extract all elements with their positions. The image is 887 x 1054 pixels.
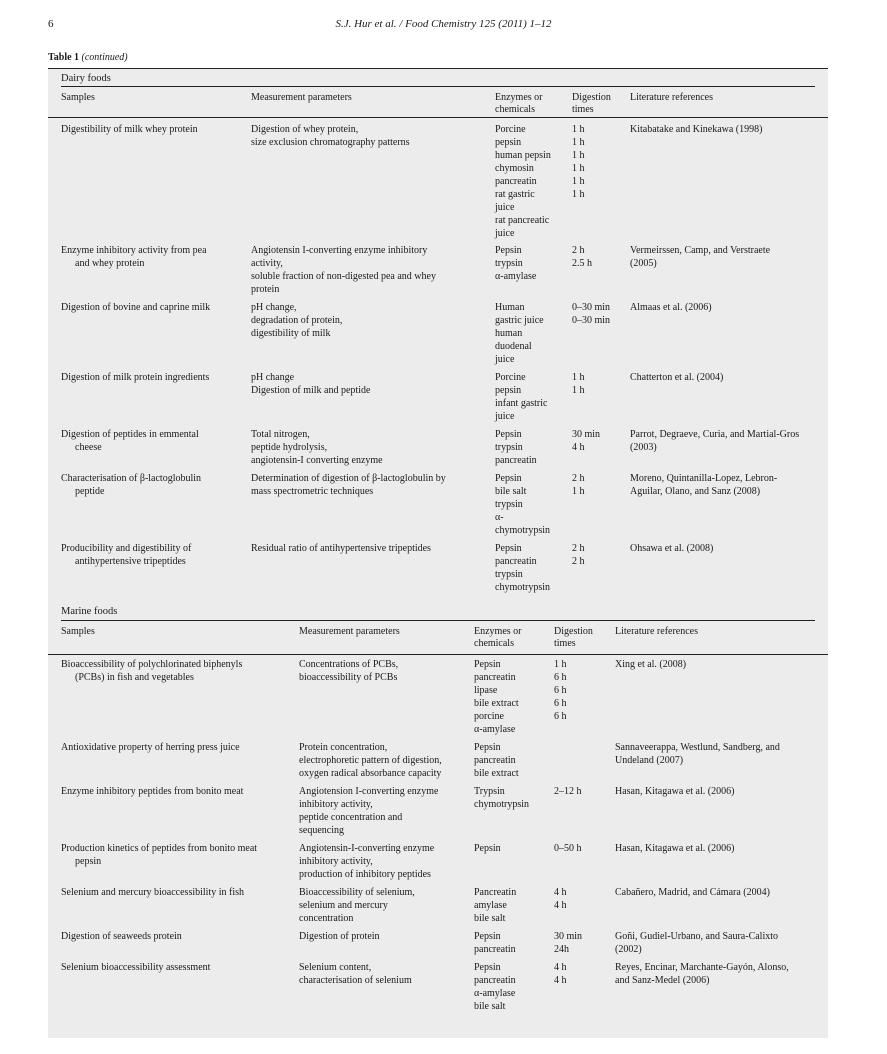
refs-cell	[615, 961, 815, 987]
cell-line: Digestion of seaweeds protein	[61, 931, 182, 942]
dairy-column-header: Literature references	[630, 92, 713, 103]
params-cell	[251, 371, 491, 397]
cell-line: Bioaccessibility of polychlorinated biphenyls	[61, 659, 243, 670]
sample-cell	[61, 472, 246, 498]
cell-line: Pepsin	[495, 429, 522, 440]
cell-line: bile extract	[474, 768, 519, 779]
cell-line: Bioaccessibility of selenium,	[299, 887, 415, 898]
cell-line: juice	[495, 411, 515, 422]
cell-line: pepsin	[495, 385, 522, 396]
enzymes-cell	[495, 123, 570, 240]
enzymes-cell	[495, 301, 570, 366]
enzymes-cell	[495, 371, 570, 423]
marine-header-top-rule	[61, 620, 815, 621]
times-cell	[554, 785, 612, 798]
cell-line: bile salt	[474, 913, 506, 924]
cell-line: angiotensin-I converting enzyme	[251, 455, 383, 466]
cell-line: juice	[495, 202, 515, 213]
cell-line: Pepsin	[474, 742, 501, 753]
times-cell	[554, 658, 612, 723]
cell-line: pepsin	[495, 137, 522, 148]
marine-header-bottom-rule	[48, 654, 828, 655]
cell-line: bioaccessibility of PCBs	[299, 672, 398, 683]
cell-line: Goñi, Gudiel-Urbano, and Saura-Calixto	[615, 931, 779, 942]
marine-section-title: Marine foods	[61, 606, 118, 617]
cell-line: Reyes, Encinar, Marchante-Gayón, Alonso,	[615, 962, 789, 973]
cell-line: 1 h	[554, 659, 567, 670]
cell-line: Pepsin	[495, 245, 522, 256]
cell-line: Digestion of protein	[299, 931, 380, 942]
marine-column-header: Literature references	[615, 626, 698, 637]
refs-cell	[615, 886, 815, 899]
cell-line: human	[495, 328, 523, 339]
cell-line: bile extract	[474, 698, 519, 709]
refs-cell	[615, 741, 815, 767]
cell-line: (2003)	[630, 442, 657, 453]
params-cell	[299, 842, 474, 881]
running-header: S.J. Hur et al. / Food Chemistry 125 (2011) 1–12	[335, 18, 552, 30]
cell-line: pancreatin	[474, 975, 516, 986]
sample-cell	[61, 886, 296, 899]
sample-cell	[61, 301, 246, 314]
table-caption	[48, 52, 128, 63]
cell-line: pepsin	[75, 856, 102, 867]
cell-line: pancreatin	[495, 176, 537, 187]
sample-cell	[61, 961, 296, 974]
cell-line: Antioxidative property of herring press juice	[61, 742, 240, 753]
enzymes-cell	[474, 961, 552, 1013]
cell-line: 1 h	[572, 163, 585, 174]
cell-line: Ohsawa et al. (2008)	[630, 543, 714, 554]
cell-line: Digestibility of milk whey protein	[61, 124, 198, 135]
cell-line: Sannaveerappa, Westlund, Sandberg, and	[615, 742, 780, 753]
refs-cell	[615, 930, 815, 956]
enzymes-cell	[474, 741, 552, 780]
cell-line: and Sanz-Medel (2006)	[615, 975, 710, 986]
cell-line: pancreatin	[474, 944, 516, 955]
enzymes-cell	[474, 886, 552, 925]
cell-line: mass spectrometric techniques	[251, 486, 374, 497]
cell-line: trypsin	[495, 569, 523, 580]
cell-line: digestibility of milk	[251, 328, 331, 339]
marine-column-header: Measurement parameters	[299, 626, 400, 637]
cell-line: (2002)	[615, 944, 642, 955]
dairy-column-header: Digestion times	[572, 92, 611, 115]
cell-line: Human	[495, 302, 525, 313]
cell-line: Almaas et al. (2006)	[630, 302, 712, 313]
cell-line: Trypsin	[474, 786, 505, 797]
refs-cell	[630, 301, 825, 314]
dairy-column-header: Samples	[61, 92, 95, 103]
cell-line: sequencing	[299, 825, 344, 836]
cell-line: Digestion of milk and peptide	[251, 385, 371, 396]
cell-line: degradation of protein,	[251, 315, 343, 326]
cell-line: and whey protein	[75, 258, 145, 269]
marine-column-header: Samples	[61, 626, 95, 637]
cell-line: Pepsin	[495, 543, 522, 554]
cell-line: Selenium and mercury bioaccessibility in fish	[61, 887, 245, 898]
cell-line: Selenium content,	[299, 962, 372, 973]
cell-line: Parrot, Degraeve, Curia, and Martial-Gros	[630, 429, 800, 440]
params-cell	[299, 785, 474, 837]
cell-line: Enzyme inhibitory activity from pea	[61, 245, 207, 256]
sample-cell	[61, 371, 246, 384]
cell-line: Angiotensin-I-converting enzyme	[299, 843, 435, 854]
cell-line: activity,	[251, 258, 283, 269]
cell-line: Determination of digestion of β-lactoglobulin by	[251, 473, 446, 484]
cell-line: concentration	[299, 913, 354, 924]
cell-line: inhibitory activity,	[299, 856, 373, 867]
times-cell	[572, 428, 627, 454]
enzymes-cell	[495, 542, 570, 594]
cell-line: α-	[495, 512, 504, 523]
refs-cell	[615, 842, 815, 855]
times-cell	[572, 123, 627, 201]
cell-line: bile salt	[495, 486, 527, 497]
cell-line: Selenium bioaccessibility assessment	[61, 962, 211, 973]
params-cell	[251, 301, 491, 340]
cell-line: soluble fraction of non-digested pea and whey	[251, 271, 436, 282]
cell-line: duodenal	[495, 341, 532, 352]
cell-line: human pepsin	[495, 150, 551, 161]
params-cell	[251, 123, 491, 149]
sample-cell	[61, 428, 246, 454]
cell-line: (PCBs) in fish and vegetables	[75, 672, 194, 683]
cell-line: Residual ratio of antihypertensive tripeptides	[251, 543, 431, 554]
table-label: Table 1	[48, 52, 80, 63]
cell-line: Pepsin	[474, 931, 501, 942]
cell-line: 4 h	[554, 962, 567, 973]
enzymes-cell	[495, 244, 570, 283]
cell-line: gastric juice	[495, 315, 544, 326]
cell-line: juice	[495, 354, 515, 365]
cell-line: protein	[251, 284, 280, 295]
cell-line: 6 h	[554, 672, 567, 683]
cell-line: bile salt	[474, 1001, 506, 1012]
params-cell	[299, 930, 474, 943]
refs-cell	[630, 123, 825, 136]
cell-line: Kitabatake and Kinekawa (1998)	[630, 124, 763, 135]
refs-cell	[630, 371, 825, 384]
cell-line: 1 h	[572, 137, 585, 148]
cell-line: Cabañero, Madrid, and Cámara (2004)	[615, 887, 770, 898]
cell-line: Moreno, Quintanilla-Lopez, Lebron-	[630, 473, 778, 484]
cell-line: Total nitrogen,	[251, 429, 310, 440]
params-cell	[251, 428, 491, 467]
cell-line: oxygen radical absorbance capacity	[299, 768, 442, 779]
cell-line: Pepsin	[474, 659, 501, 670]
cell-line: 1 h	[572, 176, 585, 187]
cell-line: 6 h	[554, 711, 567, 722]
cell-line: cheese	[75, 442, 102, 453]
cell-line: 2 h	[572, 556, 585, 567]
enzymes-cell	[474, 842, 552, 855]
marine-column-header: Digestion times	[554, 626, 593, 649]
cell-line: size exclusion chromatography patterns	[251, 137, 410, 148]
enzymes-cell	[474, 930, 552, 956]
cell-line: Hasan, Kitagawa et al. (2006)	[615, 786, 735, 797]
params-cell	[299, 886, 474, 925]
cell-line: lipase	[474, 685, 498, 696]
refs-cell	[615, 785, 815, 798]
cell-line: characterisation of selenium	[299, 975, 412, 986]
enzymes-cell	[474, 658, 552, 736]
cell-line: (2005)	[630, 258, 657, 269]
cell-line: Aguilar, Olano, and Sanz (2008)	[630, 486, 761, 497]
cell-line: 1 h	[572, 486, 585, 497]
cell-line: 2 h	[572, 543, 585, 554]
cell-line: pH change	[251, 372, 295, 383]
cell-line: 2 h	[572, 473, 585, 484]
params-cell	[251, 244, 491, 296]
enzymes-cell	[495, 428, 570, 467]
cell-line: Pancreatin	[474, 887, 517, 898]
sample-cell	[61, 785, 296, 798]
dairy-section-title: Dairy foods	[61, 73, 111, 84]
cell-line: 30 min	[554, 931, 583, 942]
cell-line: 1 h	[572, 385, 585, 396]
cell-line: production of inhibitory peptides	[299, 869, 431, 880]
cell-line: pancreatin	[495, 556, 537, 567]
dairy-column-header: Measurement parameters	[251, 92, 352, 103]
cell-line: peptide concentration and	[299, 812, 403, 823]
cell-line: 6 h	[554, 698, 567, 709]
times-cell	[572, 244, 627, 270]
enzymes-cell	[474, 785, 552, 811]
refs-cell	[630, 542, 825, 555]
cell-line: Angiotensin I-converting enzyme inhibitory	[251, 245, 428, 256]
cell-line: 4 h	[554, 887, 567, 898]
cell-line: chymosin	[495, 163, 534, 174]
cell-line: electrophoretic pattern of digestion,	[299, 755, 442, 766]
enzymes-cell	[495, 472, 570, 537]
cell-line: Pepsin	[495, 473, 522, 484]
cell-line: Producibility and digestibility of	[61, 543, 192, 554]
cell-line: pancreatin	[495, 455, 537, 466]
cell-line: 6 h	[554, 685, 567, 696]
cell-line: Pepsin	[474, 962, 501, 973]
refs-cell	[615, 658, 815, 671]
cell-line: Digestion of whey protein,	[251, 124, 359, 135]
cell-line: infant gastric	[495, 398, 548, 409]
sample-cell	[61, 930, 296, 943]
cell-line: 1 h	[572, 150, 585, 161]
cell-line: 1 h	[572, 372, 585, 383]
sample-cell	[61, 123, 246, 136]
cell-line: 4 h	[554, 975, 567, 986]
params-cell	[251, 542, 491, 555]
params-cell	[251, 472, 491, 498]
cell-line: Characterisation of β-lactoglobulin	[61, 473, 202, 484]
cell-line: 4 h	[554, 900, 567, 911]
table-note: (continued)	[81, 52, 128, 63]
times-cell	[554, 961, 612, 987]
cell-line: α-amylase	[474, 724, 516, 735]
cell-line: Xing et al. (2008)	[615, 659, 687, 670]
cell-line: Angiotension I-converting enzyme	[299, 786, 439, 797]
sample-cell	[61, 741, 296, 754]
times-cell	[554, 886, 612, 912]
cell-line: 2–12 h	[554, 786, 582, 797]
cell-line: pancreatin	[474, 755, 516, 766]
params-cell	[299, 961, 474, 987]
cell-line: porcine	[474, 711, 504, 722]
cell-line: chymotrypsin	[495, 582, 550, 593]
sample-cell	[61, 658, 296, 684]
cell-line: 1 h	[572, 124, 585, 135]
cell-line: 30 min	[572, 429, 601, 440]
dairy-header-top-rule	[61, 86, 815, 87]
times-cell	[572, 472, 627, 498]
cell-line: Production kinetics of peptides from bonito meat	[61, 843, 258, 854]
cell-line: 2 h	[572, 245, 585, 256]
sample-cell	[61, 542, 246, 568]
page-number: 6	[48, 18, 54, 30]
table-top-rule	[48, 68, 828, 69]
cell-line: α-amylase	[495, 271, 537, 282]
cell-line: α-amylase	[474, 988, 516, 999]
cell-line: pH change,	[251, 302, 297, 313]
cell-line: peptide	[75, 486, 105, 497]
cell-line: 24h	[554, 944, 569, 955]
cell-line: Undeland (2007)	[615, 755, 684, 766]
cell-line: 0–30 min	[572, 302, 611, 313]
cell-line: Digestion of peptides in emmental	[61, 429, 199, 440]
cell-line: 0–30 min	[572, 315, 611, 326]
dairy-header-bottom-rule	[48, 117, 828, 118]
refs-cell	[630, 428, 825, 454]
cell-line: Vermeirssen, Camp, and Verstraete	[630, 245, 771, 256]
cell-line: Hasan, Kitagawa et al. (2006)	[615, 843, 735, 854]
times-cell	[572, 301, 627, 327]
params-cell	[299, 658, 474, 684]
cell-line: pancreatin	[474, 672, 516, 683]
cell-line: peptide hydrolysis,	[251, 442, 328, 453]
cell-line: Porcine	[495, 124, 526, 135]
cell-line: Chatterton et al. (2004)	[630, 372, 724, 383]
times-cell	[572, 371, 627, 397]
times-cell	[554, 930, 612, 956]
cell-line: Digestion of bovine and caprine milk	[61, 302, 211, 313]
refs-cell	[630, 244, 825, 270]
cell-line: chymotrypsin	[474, 799, 529, 810]
cell-line: trypsin	[495, 499, 523, 510]
cell-line: amylase	[474, 900, 507, 911]
cell-line: Porcine	[495, 372, 526, 383]
cell-line: trypsin	[495, 258, 523, 269]
dairy-column-header: Enzymes or chemicals	[495, 92, 543, 115]
marine-column-header: Enzymes or chemicals	[474, 626, 522, 649]
cell-line: 1 h	[572, 189, 585, 200]
times-cell	[572, 542, 627, 568]
sample-cell	[61, 244, 246, 270]
sample-cell	[61, 842, 296, 868]
cell-line: trypsin	[495, 442, 523, 453]
cell-line: Concentrations of PCBs,	[299, 659, 399, 670]
cell-line: rat pancreatic	[495, 215, 550, 226]
params-cell	[299, 741, 474, 780]
cell-line: antihypertensive tripeptides	[75, 556, 186, 567]
cell-line: 4 h	[572, 442, 585, 453]
times-cell	[554, 842, 612, 855]
cell-line: 0–50 h	[554, 843, 582, 854]
cell-line: juice	[495, 228, 515, 239]
cell-line: inhibitory activity,	[299, 799, 373, 810]
refs-cell	[630, 472, 825, 498]
cell-line: Pepsin	[474, 843, 501, 854]
cell-line: Digestion of milk protein ingredients	[61, 372, 210, 383]
cell-line: Enzyme inhibitory peptides from bonito meat	[61, 786, 244, 797]
cell-line: selenium and mercury	[299, 900, 388, 911]
cell-line: chymotrypsin	[495, 525, 550, 536]
cell-line: rat gastric	[495, 189, 535, 200]
cell-line: Protein concentration,	[299, 742, 388, 753]
cell-line: 2.5 h	[572, 258, 592, 269]
